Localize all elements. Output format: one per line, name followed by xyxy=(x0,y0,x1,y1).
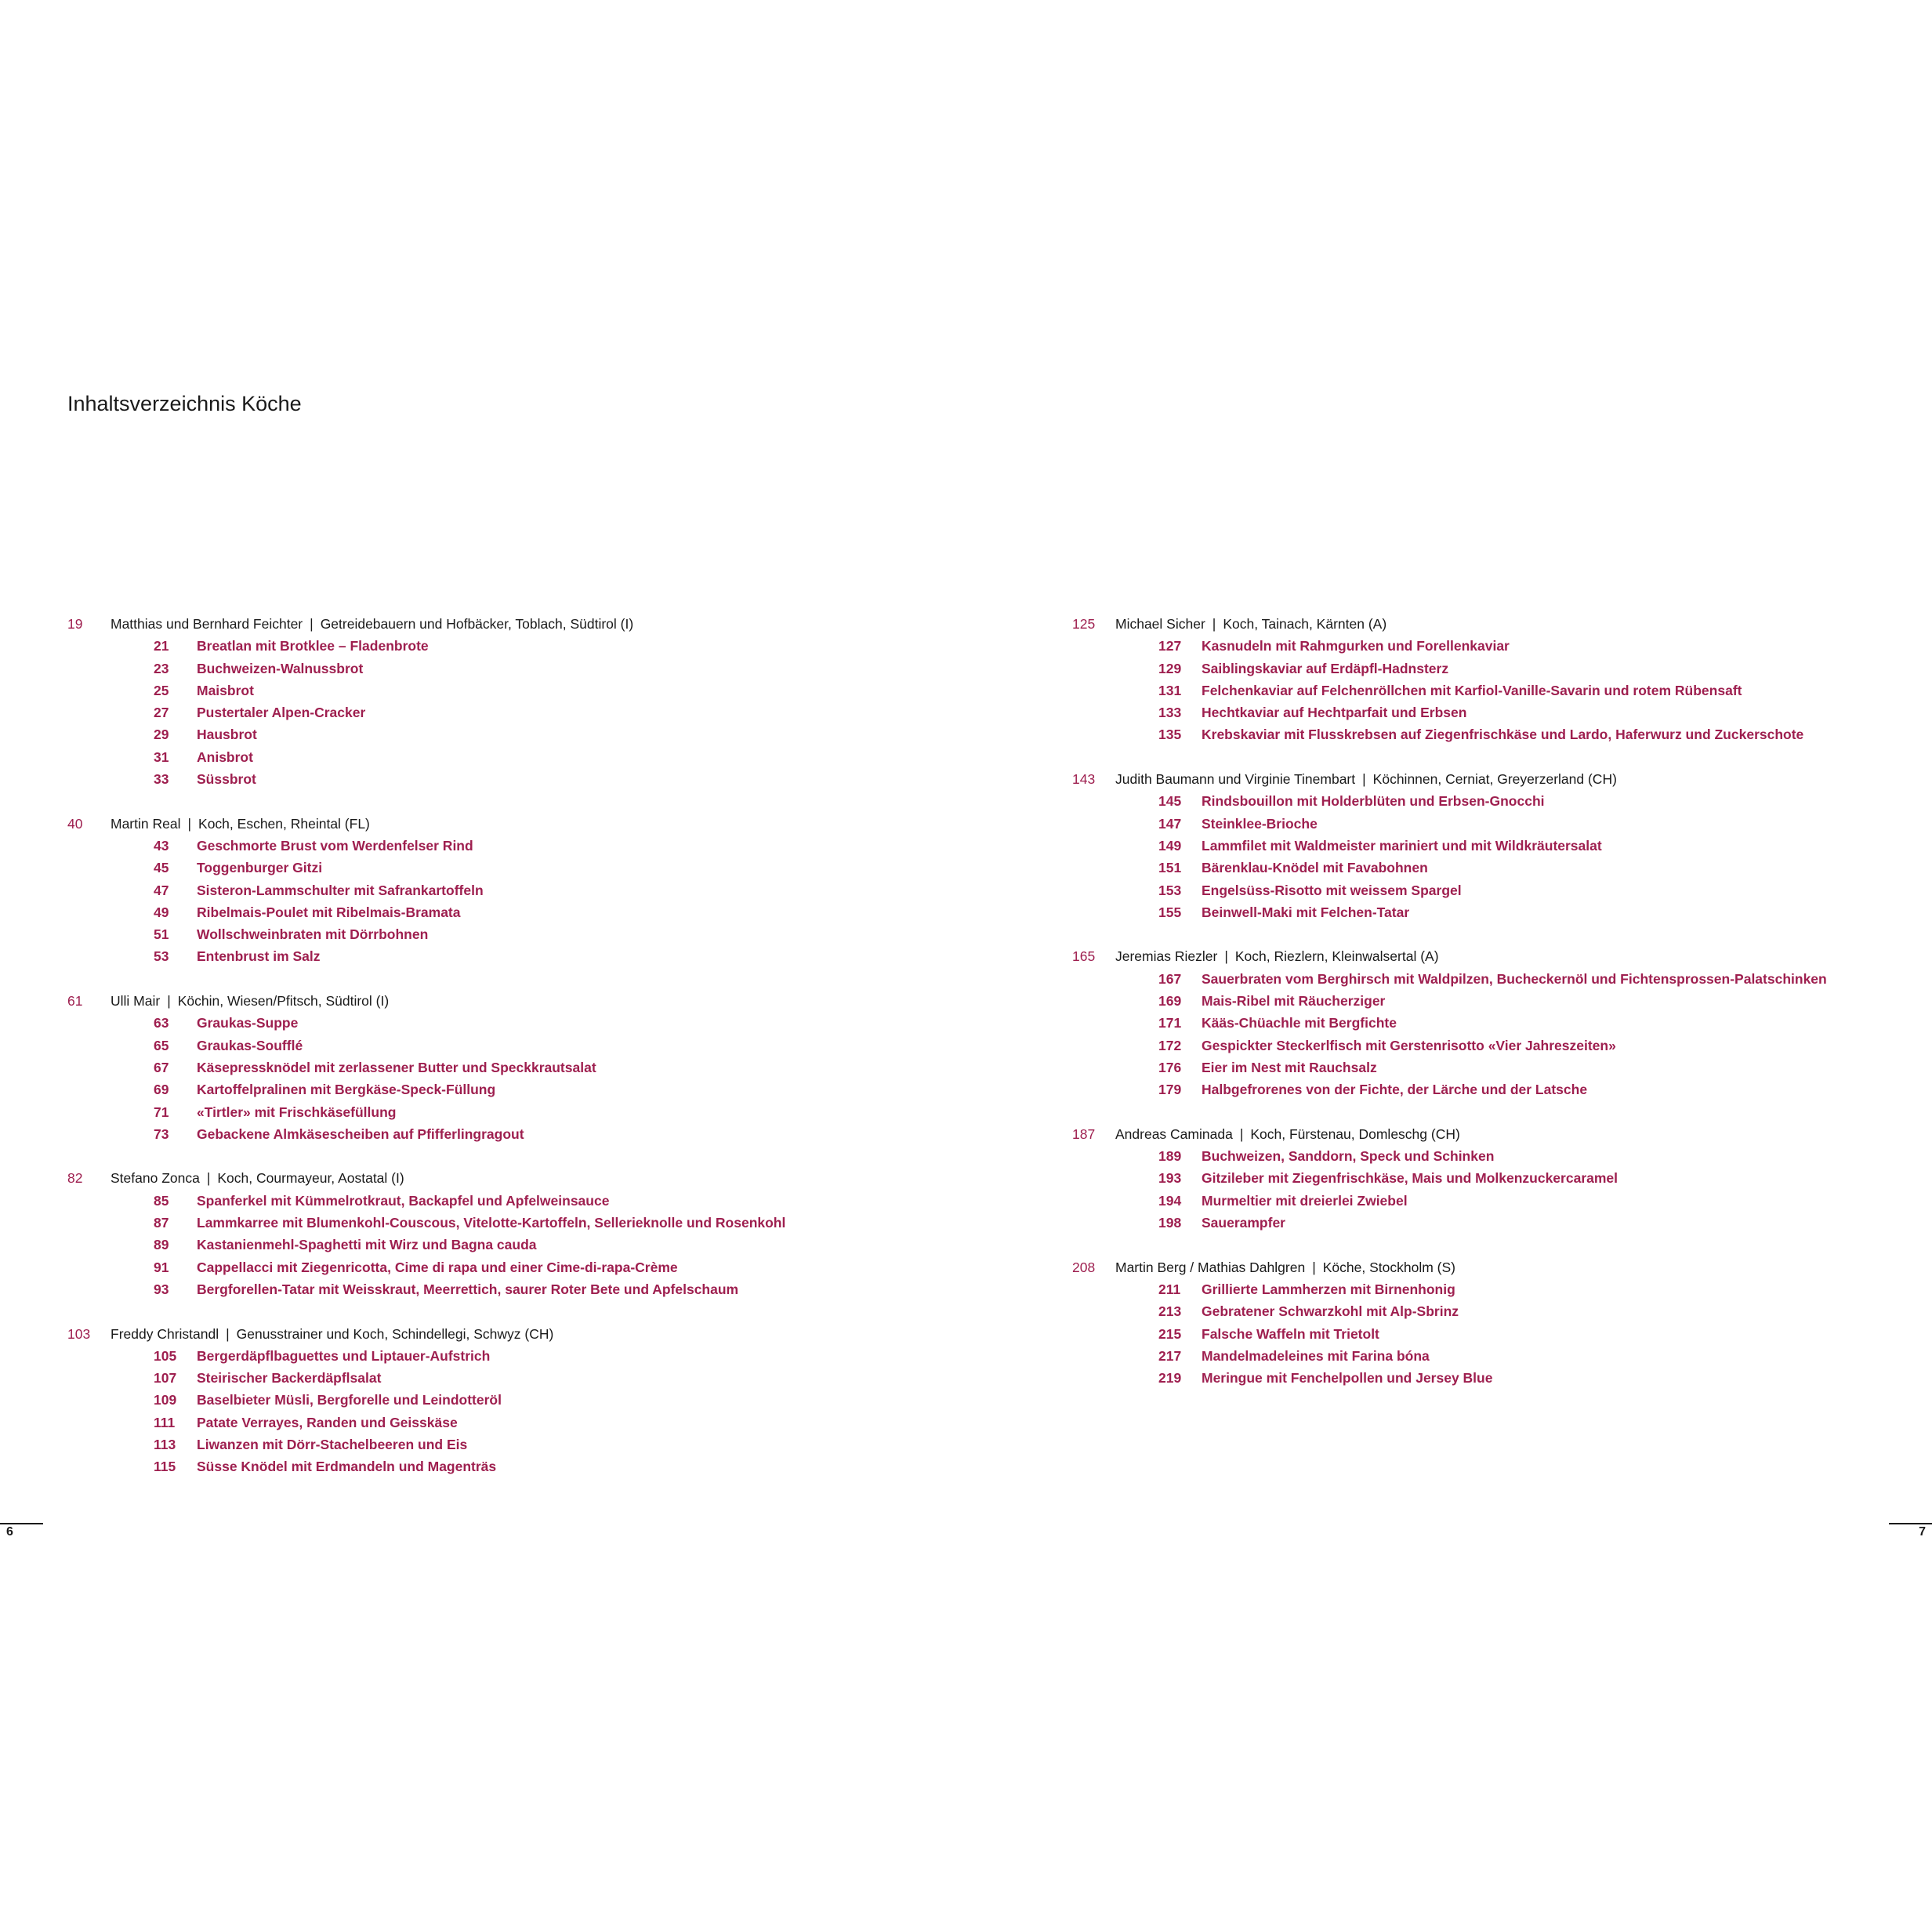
chef-section xyxy=(67,613,969,790)
recipe-entry xyxy=(1072,790,1932,812)
recipe-title: Murmeltier mit dreierlei Zwiebel xyxy=(1202,1192,1408,1209)
recipe-page-number: 131 xyxy=(1158,682,1182,698)
chef-section xyxy=(1072,768,1932,923)
chef-info xyxy=(1115,768,1617,790)
recipe-entry xyxy=(1072,835,1932,857)
recipe-entry xyxy=(67,901,969,923)
recipe-title: Kartoffelpralinen mit Bergkäse-Speck-Füllung xyxy=(197,1082,496,1098)
recipe-title: Buchweizen-Walnussbrot xyxy=(197,660,364,676)
recipe-page-number: 133 xyxy=(1158,705,1182,721)
recipe-page-number: 51 xyxy=(154,926,169,943)
footer-rule-right xyxy=(1889,1523,1932,1524)
recipe-entry xyxy=(67,1123,969,1145)
recipe-page-number: 194 xyxy=(1158,1192,1182,1209)
recipe-page-number: 193 xyxy=(1158,1170,1182,1187)
chef-section xyxy=(67,1323,969,1478)
recipe-page-number: 211 xyxy=(1158,1281,1181,1297)
chef-heading xyxy=(1072,945,1932,967)
chef-page-number: 103 xyxy=(67,1325,91,1342)
recipe-title: Graukas-Suppe xyxy=(197,1015,299,1031)
recipe-page-number: 93 xyxy=(154,1281,169,1297)
chef-role: Koch, Tainach, Kärnten (A) xyxy=(1223,616,1387,632)
recipe-title: Hausbrot xyxy=(197,727,257,743)
separator: | xyxy=(1212,616,1216,632)
recipe-entry xyxy=(67,1256,969,1278)
chef-info xyxy=(111,990,389,1012)
separator: | xyxy=(1362,771,1366,788)
recipe-title: Sisteron-Lammschulter mit Safrankartoffeln xyxy=(197,882,484,898)
recipe-page-number: 31 xyxy=(154,749,169,765)
recipe-entry xyxy=(67,1101,969,1123)
recipe-title: Bergforellen-Tatar mit Weisskraut, Meerrettich, saurer Roter Bete und Apfelschaum xyxy=(197,1281,739,1297)
recipe-title: Toggenburger Gitzi xyxy=(197,860,323,876)
recipe-title: Bergerdäpflbaguettes und Liptauer-Aufstrich xyxy=(197,1347,491,1364)
recipe-title: Entenbrust im Salz xyxy=(197,948,321,965)
recipe-page-number: 109 xyxy=(154,1392,177,1408)
recipe-page-number: 176 xyxy=(1158,1059,1182,1075)
chef-info xyxy=(1115,945,1439,967)
chef-info xyxy=(111,813,370,835)
recipe-title: Hechtkaviar auf Hechtparfait und Erbsen xyxy=(1202,705,1467,721)
recipe-page-number: 71 xyxy=(154,1104,169,1120)
recipe-entry xyxy=(67,658,969,680)
recipe-entry xyxy=(1072,1167,1932,1189)
recipe-title: Cappellacci mit Ziegenricotta, Cime di rapa und einer Cime-di-rapa-Crème xyxy=(197,1259,678,1275)
chef-section xyxy=(1072,1256,1932,1390)
recipe-page-number: 213 xyxy=(1158,1303,1182,1320)
recipe-entry xyxy=(1072,1057,1932,1078)
recipe-title: Gebratener Schwarzkohl mit Alp-Sbrinz xyxy=(1202,1303,1459,1320)
chef-name: Jeremias Riezler xyxy=(1115,948,1218,965)
chef-section xyxy=(67,813,969,968)
recipe-entry xyxy=(1072,1300,1932,1322)
recipe-entry xyxy=(1072,1012,1932,1034)
chef-heading xyxy=(67,1323,969,1345)
recipe-title: Wollschweinbraten mit Dörrbohnen xyxy=(197,926,429,943)
recipe-title: Beinwell-Maki mit Felchen-Tatar xyxy=(1202,904,1410,920)
chef-info xyxy=(1115,613,1386,635)
recipe-page-number: 73 xyxy=(154,1125,169,1142)
recipe-page-number: 111 xyxy=(154,1414,176,1430)
recipe-title: Mais-Ribel mit Räucherziger xyxy=(1202,993,1386,1009)
recipe-title: Lammkarree mit Blumenkohl-Couscous, Vitelotte-Kartoffeln, Sellerieknolle und Rosenkohl xyxy=(197,1215,786,1231)
recipe-page-number: 21 xyxy=(154,638,169,654)
recipe-page-number: 89 xyxy=(154,1237,169,1253)
recipe-entry xyxy=(67,1278,969,1300)
recipe-entry xyxy=(67,1212,969,1234)
recipe-title: Krebskaviar mit Flusskrebsen auf Ziegenfrischkäse und Lardo, Haferwurz und Zuckerschote xyxy=(1202,727,1804,743)
separator: | xyxy=(310,616,314,632)
recipe-page-number: 25 xyxy=(154,682,169,698)
recipe-title: Gespickter Steckerlfisch mit Gerstenrisotto «Vier Jahreszeiten» xyxy=(1202,1037,1616,1053)
recipe-title: Eier im Nest mit Rauchsalz xyxy=(1202,1059,1377,1075)
recipe-title: Kasnudeln mit Rahmgurken und Forellenkaviar xyxy=(1202,638,1510,654)
recipe-page-number: 179 xyxy=(1158,1082,1182,1098)
separator: | xyxy=(1224,948,1228,965)
recipe-entry xyxy=(1072,1345,1932,1367)
recipe-entry xyxy=(1072,723,1932,745)
page-title: Inhaltsverzeichnis Köche xyxy=(67,392,302,415)
chef-name: Martin Berg / Mathias Dahlgren xyxy=(1115,1259,1306,1275)
chef-name: Judith Baumann und Virginie Tinembart xyxy=(1115,771,1356,788)
recipe-title: Anisbrot xyxy=(197,749,253,765)
recipe-title: Pustertaler Alpen-Cracker xyxy=(197,705,366,721)
recipe-page-number: 135 xyxy=(1158,727,1182,743)
recipe-entry xyxy=(1072,990,1932,1012)
recipe-page-number: 129 xyxy=(1158,660,1182,676)
recipe-page-number: 113 xyxy=(154,1436,176,1452)
recipe-entry xyxy=(1072,1212,1932,1234)
chef-page-number: 187 xyxy=(1072,1125,1096,1142)
recipe-page-number: 49 xyxy=(154,904,169,920)
recipe-entry xyxy=(67,1345,969,1367)
chef-name: Freddy Christandl xyxy=(111,1325,219,1342)
chef-section xyxy=(67,990,969,1145)
recipe-page-number: 115 xyxy=(154,1459,176,1475)
recipe-title: Steirischer Backerdäpflsalat xyxy=(197,1370,382,1386)
chef-role: Köche, Stockholm (S) xyxy=(1322,1259,1455,1275)
recipe-entry xyxy=(1072,1323,1932,1345)
recipe-entry xyxy=(67,746,969,768)
recipe-page-number: 65 xyxy=(154,1037,169,1053)
recipe-entry xyxy=(67,923,969,945)
chef-name: Martin Real xyxy=(111,815,181,832)
chef-role: Koch, Eschen, Rheintal (FL) xyxy=(198,815,370,832)
recipe-page-number: 145 xyxy=(1158,793,1182,810)
recipe-entry xyxy=(1072,680,1932,701)
recipe-title: Süssbrot xyxy=(197,771,256,788)
recipe-title: Falsche Waffeln mit Trietolt xyxy=(1202,1325,1379,1342)
chef-section xyxy=(1072,945,1932,1100)
recipe-entry xyxy=(1072,1367,1932,1389)
chef-name: Andreas Caminada xyxy=(1115,1125,1233,1142)
recipe-entry xyxy=(67,945,969,967)
chef-info xyxy=(111,1167,404,1189)
recipe-page-number: 33 xyxy=(154,771,169,788)
recipe-page-number: 169 xyxy=(1158,993,1182,1009)
chef-heading xyxy=(1072,1123,1932,1145)
recipe-page-number: 153 xyxy=(1158,882,1182,898)
chef-role: Koch, Courmayeur, Aostatal (I) xyxy=(217,1170,404,1187)
chef-name: Michael Sicher xyxy=(1115,616,1205,632)
recipe-entry xyxy=(67,1012,969,1034)
chef-heading xyxy=(1072,768,1932,790)
recipe-page-number: 167 xyxy=(1158,970,1182,987)
recipe-title: Breatlan mit Brotklee – Fladenbrote xyxy=(197,638,429,654)
recipe-page-number: 147 xyxy=(1158,815,1182,832)
recipe-title: Baselbieter Müsli, Bergforelle und Leindotteröl xyxy=(197,1392,502,1408)
recipe-title: Kääs-Chüachle mit Bergfichte xyxy=(1202,1015,1397,1031)
recipe-page-number: 217 xyxy=(1158,1347,1182,1364)
recipe-page-number: 53 xyxy=(154,948,169,965)
recipe-entry xyxy=(1072,901,1932,923)
chef-page-number: 61 xyxy=(67,993,83,1009)
recipe-title: Graukas-Soufflé xyxy=(197,1037,303,1053)
toc-right-column xyxy=(1072,613,1932,1412)
recipe-title: Süsse Knödel mit Erdmandeln und Magenträs xyxy=(197,1459,497,1475)
recipe-title: Halbgefrorenes von der Fichte, der Lärche und der Latsche xyxy=(1202,1082,1588,1098)
chef-name: Ulli Mair xyxy=(111,993,161,1009)
chef-info xyxy=(1115,1256,1455,1278)
chef-role: Koch, Riezlern, Kleinwalsertal (A) xyxy=(1234,948,1439,965)
separator: | xyxy=(1239,1125,1244,1142)
separator: | xyxy=(206,1170,211,1187)
separator: | xyxy=(226,1325,230,1342)
footer-rule-left xyxy=(0,1523,43,1524)
chef-page-number: 208 xyxy=(1072,1259,1096,1275)
recipe-title: Kastanienmehl-Spaghetti mit Wirz und Bagna cauda xyxy=(197,1237,537,1253)
chef-role: Köchinnen, Cerniat, Greyerzerland (CH) xyxy=(1372,771,1617,788)
chef-heading xyxy=(67,1167,969,1189)
page-number-left: 6 xyxy=(6,1525,13,1539)
recipe-title: Grillierte Lammherzen mit Birnenhonig xyxy=(1202,1281,1455,1297)
recipe-page-number: 171 xyxy=(1158,1015,1182,1031)
chef-section xyxy=(67,1167,969,1300)
recipe-entry xyxy=(67,1367,969,1389)
recipe-page-number: 43 xyxy=(154,837,169,854)
recipe-page-number: 47 xyxy=(154,882,169,898)
recipe-entry xyxy=(1072,813,1932,835)
chef-role: Köchin, Wiesen/Pfitsch, Südtirol (I) xyxy=(177,993,390,1009)
recipe-entry xyxy=(1072,968,1932,990)
chef-heading xyxy=(67,990,969,1012)
recipe-page-number: 127 xyxy=(1158,638,1182,654)
recipe-entry xyxy=(67,768,969,790)
recipe-title: Gebackene Almkäsescheiben auf Pfifferlingragout xyxy=(197,1125,524,1142)
recipe-page-number: 149 xyxy=(1158,837,1182,854)
chef-section xyxy=(1072,1123,1932,1234)
chef-page-number: 19 xyxy=(67,616,83,632)
recipe-title: Saiblingskaviar auf Erdäpfl-Hadnsterz xyxy=(1202,660,1449,676)
recipe-page-number: 45 xyxy=(154,860,169,876)
chef-page-number: 82 xyxy=(67,1170,83,1187)
recipe-title: Rindsbouillon mit Holderblüten und Erbsen-Gnocchi xyxy=(1202,793,1545,810)
recipe-entry xyxy=(67,1234,969,1256)
recipe-page-number: 151 xyxy=(1158,860,1182,876)
recipe-title: Buchweizen, Sanddorn, Speck und Schinken xyxy=(1202,1148,1495,1165)
recipe-entry xyxy=(67,1412,969,1434)
recipe-page-number: 172 xyxy=(1158,1037,1182,1053)
chef-section xyxy=(1072,613,1932,746)
recipe-entry xyxy=(67,1455,969,1477)
chef-role: Getreidebauern und Hofbäcker, Toblach, Südtirol (I) xyxy=(320,616,634,632)
recipe-title: Liwanzen mit Dörr-Stachelbeeren und Eis xyxy=(197,1436,468,1452)
recipe-page-number: 29 xyxy=(154,727,169,743)
recipe-page-number: 105 xyxy=(154,1347,177,1364)
recipe-page-number: 91 xyxy=(154,1259,169,1275)
chef-heading xyxy=(1072,613,1932,635)
chef-page-number: 143 xyxy=(1072,771,1096,788)
chef-heading xyxy=(1072,1256,1932,1278)
recipe-entry xyxy=(1072,701,1932,723)
recipe-page-number: 67 xyxy=(154,1059,169,1075)
recipe-entry xyxy=(67,835,969,857)
chef-role: Genusstrainer und Koch, Schindellegi, Schwyz (CH) xyxy=(236,1325,554,1342)
recipe-title: Patate Verrayes, Randen und Geisskäse xyxy=(197,1414,458,1430)
recipe-page-number: 23 xyxy=(154,660,169,676)
recipe-entry xyxy=(1072,857,1932,879)
separator: | xyxy=(187,815,192,832)
recipe-title: Käsepressknödel mit zerlassener Butter und Speckkrautsalat xyxy=(197,1059,596,1075)
recipe-title: Meringue mit Fenchelpollen und Jersey Blue xyxy=(1202,1370,1493,1386)
recipe-entry xyxy=(67,680,969,701)
page-number-right: 7 xyxy=(1919,1525,1926,1539)
recipe-entry xyxy=(1072,1190,1932,1212)
chef-page-number: 165 xyxy=(1072,948,1096,965)
chef-role: Koch, Fürstenau, Domleschg (CH) xyxy=(1250,1125,1460,1142)
recipe-page-number: 27 xyxy=(154,705,169,721)
recipe-title: Maisbrot xyxy=(197,682,254,698)
recipe-title: Bärenklau-Knödel mit Favabohnen xyxy=(1202,860,1428,876)
chef-info xyxy=(111,1323,553,1345)
recipe-page-number: 198 xyxy=(1158,1215,1182,1231)
recipe-entry xyxy=(1072,1035,1932,1057)
recipe-title: Mandelmadeleines mit Farina bóna xyxy=(1202,1347,1430,1364)
recipe-page-number: 155 xyxy=(1158,904,1182,920)
recipe-entry xyxy=(67,879,969,901)
recipe-entry xyxy=(1072,879,1932,901)
recipe-entry xyxy=(67,1389,969,1411)
recipe-page-number: 219 xyxy=(1158,1370,1182,1386)
chef-heading xyxy=(67,813,969,835)
recipe-entry xyxy=(67,1035,969,1057)
recipe-page-number: 85 xyxy=(154,1192,169,1209)
recipe-title: Sauerbraten vom Berghirsch mit Waldpilzen, Bucheckernöl und Fichtensprossen-Palatschinken xyxy=(1202,970,1827,987)
recipe-title: Steinklee-Brioche xyxy=(1202,815,1318,832)
chef-name: Matthias und Bernhard Feichter xyxy=(111,616,303,632)
recipe-title: Lammfilet mit Waldmeister mariniert und mit Wildkräutersalat xyxy=(1202,837,1602,854)
recipe-entry xyxy=(67,1434,969,1455)
recipe-entry xyxy=(67,723,969,745)
recipe-title: Spanferkel mit Kümmelrotkraut, Backapfel und Apfelweinsauce xyxy=(197,1192,610,1209)
recipe-page-number: 107 xyxy=(154,1370,177,1386)
recipe-entry xyxy=(67,1078,969,1100)
recipe-title: «Tirtler» mit Frischkäsefüllung xyxy=(197,1104,397,1120)
chef-info xyxy=(111,613,633,635)
toc-left-column xyxy=(67,613,969,1500)
recipe-entry xyxy=(67,635,969,657)
chef-heading xyxy=(67,613,969,635)
recipe-entry xyxy=(1072,1145,1932,1167)
recipe-page-number: 69 xyxy=(154,1082,169,1098)
recipe-title: Ribelmais-Poulet mit Ribelmais-Bramata xyxy=(197,904,461,920)
recipe-entry xyxy=(67,1057,969,1078)
recipe-title: Felchenkaviar auf Felchenröllchen mit Karfiol-Vanille-Savarin und rotem Rübensaft xyxy=(1202,682,1742,698)
recipe-page-number: 63 xyxy=(154,1015,169,1031)
chef-page-number: 40 xyxy=(67,815,83,832)
recipe-entry xyxy=(67,701,969,723)
chef-page-number: 125 xyxy=(1072,616,1096,632)
recipe-entry xyxy=(1072,658,1932,680)
separator: | xyxy=(167,993,171,1009)
recipe-title: Engelsüss-Risotto mit weissem Spargel xyxy=(1202,882,1462,898)
recipe-entry xyxy=(1072,1278,1932,1300)
chef-name: Stefano Zonca xyxy=(111,1170,200,1187)
recipe-title: Geschmorte Brust vom Werdenfelser Rind xyxy=(197,837,473,854)
recipe-title: Gitzileber mit Ziegenfrischkäse, Mais und Molkenzuckercaramel xyxy=(1202,1170,1618,1187)
recipe-entry xyxy=(67,1190,969,1212)
recipe-title: Sauerampfer xyxy=(1202,1215,1285,1231)
recipe-page-number: 87 xyxy=(154,1215,169,1231)
recipe-entry xyxy=(1072,635,1932,657)
recipe-entry xyxy=(1072,1078,1932,1100)
recipe-page-number: 189 xyxy=(1158,1148,1182,1165)
chef-info xyxy=(1115,1123,1460,1145)
separator: | xyxy=(1312,1259,1316,1275)
recipe-page-number: 215 xyxy=(1158,1325,1182,1342)
recipe-entry xyxy=(67,857,969,879)
